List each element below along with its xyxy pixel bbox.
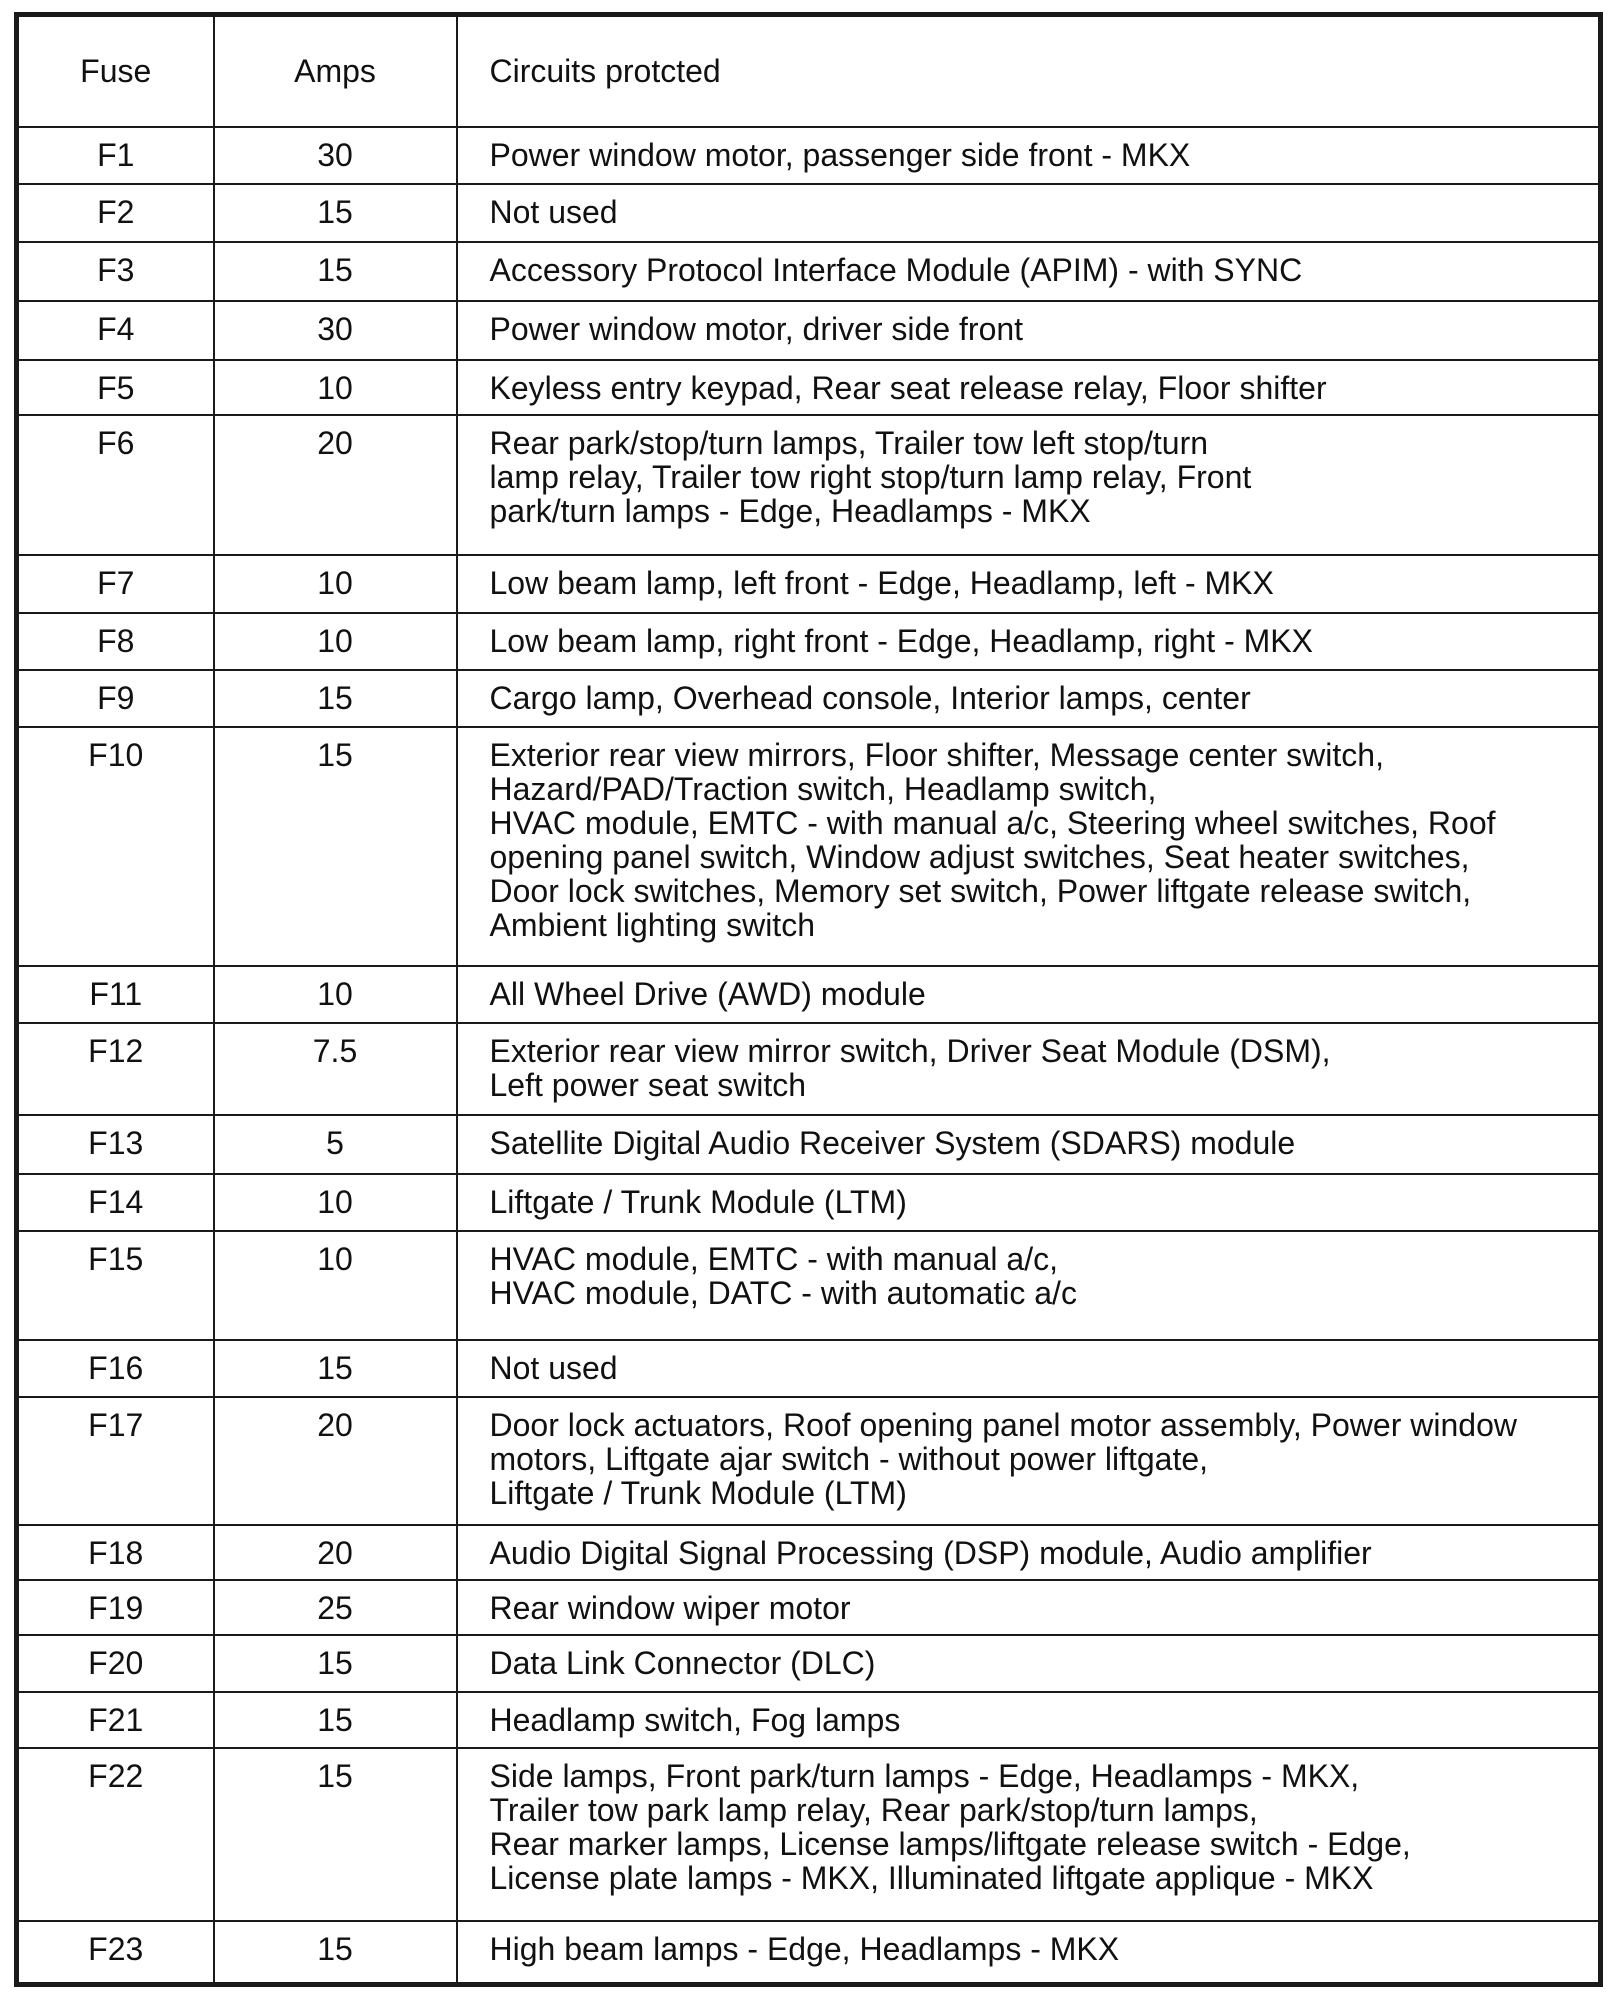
header-fuse: Fuse <box>17 15 214 127</box>
amps-cell: 15 <box>214 184 457 242</box>
fuse-id-cell: F2 <box>17 184 214 242</box>
table-row <box>17 1525 1601 1580</box>
fuse-id-cell: F6 <box>17 415 214 555</box>
table-row <box>17 1023 1601 1115</box>
table-row <box>17 1340 1601 1397</box>
fuse-id-cell: F20 <box>17 1635 214 1692</box>
amps-cell: 15 <box>214 242 457 301</box>
amps-cell: 10 <box>214 360 457 415</box>
table-row <box>17 1231 1601 1340</box>
fuse-id-cell: F22 <box>17 1748 214 1921</box>
table-row <box>17 1397 1601 1524</box>
circuits-cell: Accessory Protocol Interface Module (APIM) - with SYNC <box>457 242 1601 301</box>
table-row <box>17 670 1601 727</box>
header-amps: Amps <box>214 15 457 127</box>
table-row <box>17 966 1601 1023</box>
amps-cell: 10 <box>214 613 457 670</box>
circuits-cell: Audio Digital Signal Processing (DSP) module, Audio amplifier <box>457 1525 1601 1580</box>
amps-cell: 10 <box>214 1231 457 1340</box>
amps-cell: 15 <box>214 670 457 727</box>
table-row <box>17 184 1601 242</box>
table-row <box>17 1692 1601 1748</box>
circuits-cell: Not used <box>457 1340 1601 1397</box>
table-row <box>17 1580 1601 1635</box>
fuse-id-cell: F5 <box>17 360 214 415</box>
amps-cell: 10 <box>214 1174 457 1231</box>
amps-cell: 15 <box>214 1748 457 1921</box>
amps-cell: 5 <box>214 1115 457 1174</box>
amps-cell: 30 <box>214 127 457 184</box>
circuits-cell: High beam lamps - Edge, Headlamps - MKX <box>457 1921 1601 1984</box>
circuits-cell: Side lamps, Front park/turn lamps - Edge, Headlamps - MKX, Trailer tow park lamp relay, Rear park/stop/turn lamps, Rear marker lamps, License lamps/liftgate release switch - Edge, License plate lamps - MKX, Illuminated liftgate applique - MKX <box>457 1748 1601 1921</box>
circuits-cell: Door lock actuators, Roof opening panel motor assembly, Power window motors, Liftgate ajar switch - without power liftgate, Liftgate / Trunk Module (LTM) <box>457 1397 1601 1524</box>
fuse-id-cell: F23 <box>17 1921 214 1984</box>
fuse-id-cell: F17 <box>17 1397 214 1524</box>
fuse-table-body <box>17 127 1601 1985</box>
circuits-cell: Satellite Digital Audio Receiver System (SDARS) module <box>457 1115 1601 1174</box>
circuits-cell: HVAC module, EMTC - with manual a/c, HVAC module, DATC - with automatic a/c <box>457 1231 1601 1340</box>
amps-cell: 15 <box>214 727 457 967</box>
circuits-cell: All Wheel Drive (AWD) module <box>457 966 1601 1023</box>
fuse-id-cell: F10 <box>17 727 214 967</box>
circuits-cell: Rear window wiper motor <box>457 1580 1601 1635</box>
fuse-id-cell: F11 <box>17 966 214 1023</box>
fuse-id-cell: F9 <box>17 670 214 727</box>
fuse-id-cell: F13 <box>17 1115 214 1174</box>
table-row <box>17 1115 1601 1174</box>
amps-cell: 10 <box>214 555 457 613</box>
header-row <box>17 15 1601 127</box>
circuits-cell: Exterior rear view mirrors, Floor shifter, Message center switch, Hazard/PAD/Traction switch, Headlamp switch, HVAC module, EMTC - with manual a/c, Steering wheel switches, Roof opening panel switch, Window adjust switches, Seat heater switches, Door lock switches, Memory set switch, Power liftgate release switch, Ambient lighting switch <box>457 727 1601 967</box>
circuits-cell: Cargo lamp, Overhead console, Interior lamps, center <box>457 670 1601 727</box>
fuse-id-cell: F21 <box>17 1692 214 1748</box>
circuits-cell: Liftgate / Trunk Module (LTM) <box>457 1174 1601 1231</box>
amps-cell: 7.5 <box>214 1023 457 1115</box>
circuits-cell: Headlamp switch, Fog lamps <box>457 1692 1601 1748</box>
table-row <box>17 1748 1601 1921</box>
amps-cell: 20 <box>214 1397 457 1524</box>
amps-cell: 15 <box>214 1340 457 1397</box>
header-circuits: Circuits protcted <box>457 15 1601 127</box>
fuse-id-cell: F18 <box>17 1525 214 1580</box>
fuse-id-cell: F1 <box>17 127 214 184</box>
amps-cell: 15 <box>214 1692 457 1748</box>
table-row <box>17 127 1601 184</box>
fuse-id-cell: F4 <box>17 301 214 360</box>
amps-cell: 15 <box>214 1921 457 1984</box>
fuse-id-cell: F3 <box>17 242 214 301</box>
fuse-table <box>14 12 1603 1987</box>
amps-cell: 20 <box>214 1525 457 1580</box>
fuse-id-cell: F16 <box>17 1340 214 1397</box>
circuits-cell: Power window motor, passenger side front - MKX <box>457 127 1601 184</box>
circuits-cell: Low beam lamp, left front - Edge, Headlamp, left - MKX <box>457 555 1601 613</box>
table-row <box>17 1174 1601 1231</box>
amps-cell: 10 <box>214 966 457 1023</box>
circuits-cell: Keyless entry keypad, Rear seat release relay, Floor shifter <box>457 360 1601 415</box>
circuits-cell: Low beam lamp, right front - Edge, Headlamp, right - MKX <box>457 613 1601 670</box>
table-row <box>17 301 1601 360</box>
circuits-cell: Exterior rear view mirror switch, Driver Seat Module (DSM), Left power seat switch <box>457 1023 1601 1115</box>
fuse-id-cell: F15 <box>17 1231 214 1340</box>
table-row <box>17 415 1601 555</box>
amps-cell: 20 <box>214 415 457 555</box>
table-row <box>17 727 1601 967</box>
table-row <box>17 360 1601 415</box>
table-row <box>17 613 1601 670</box>
amps-cell: 25 <box>214 1580 457 1635</box>
fuse-id-cell: F12 <box>17 1023 214 1115</box>
table-row <box>17 1921 1601 1984</box>
table-row <box>17 1635 1601 1692</box>
circuits-cell: Power window motor, driver side front <box>457 301 1601 360</box>
circuits-cell: Rear park/stop/turn lamps, Trailer tow left stop/turn lamp relay, Trailer tow right stop/turn lamp relay, Front park/turn lamps - Edge, Headlamps - MKX <box>457 415 1601 555</box>
fuse-id-cell: F8 <box>17 613 214 670</box>
table-row <box>17 555 1601 613</box>
fuse-id-cell: F14 <box>17 1174 214 1231</box>
fuse-id-cell: F7 <box>17 555 214 613</box>
fuse-id-cell: F19 <box>17 1580 214 1635</box>
amps-cell: 30 <box>214 301 457 360</box>
circuits-cell: Data Link Connector (DLC) <box>457 1635 1601 1692</box>
table-row <box>17 242 1601 301</box>
circuits-cell: Not used <box>457 184 1601 242</box>
amps-cell: 15 <box>214 1635 457 1692</box>
